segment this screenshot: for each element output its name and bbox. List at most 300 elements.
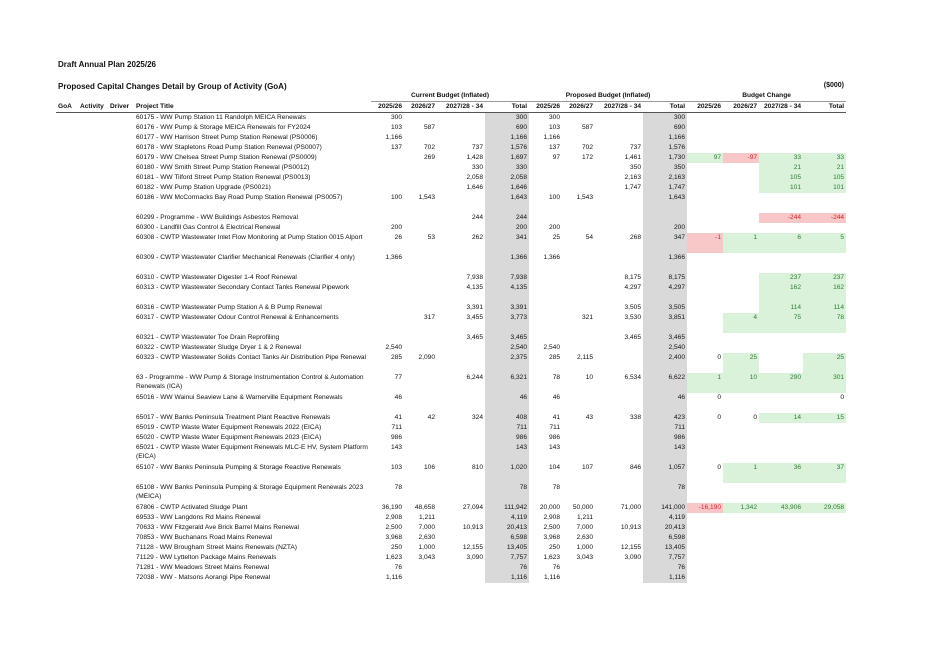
table-row (56, 123, 846, 133)
current-y1-cell: 300 (390, 114, 402, 121)
proposed-y2-cell: 702 (582, 144, 594, 151)
proposed-y2-cell (562, 253, 595, 273)
current-y3-cell (437, 223, 485, 233)
project-title-cell: 65020 - CWTP Waste Water Equipment Renewals 2023 (EICA) (136, 434, 322, 442)
current-y1-cell: 137 (390, 144, 402, 151)
change-y3-cell (759, 143, 803, 153)
empty-cell (108, 193, 134, 213)
change-y2-cell (723, 273, 759, 283)
empty-cell (78, 413, 108, 423)
change-y1-cell (687, 133, 723, 143)
change-y2-cell: 25 (723, 353, 759, 373)
empty-cell (78, 163, 108, 173)
empty-cell (108, 303, 134, 313)
group-budget-change: Budget Change (687, 91, 846, 102)
current-total-cell: 46 (485, 393, 529, 413)
proposed-total-cell: 3,851 (643, 313, 687, 333)
change-y3-cell: 114 (759, 303, 803, 313)
empty-cell (56, 333, 78, 343)
change-y2-cell (723, 573, 759, 583)
change-y2-cell (723, 343, 759, 353)
current-y3-cell: 27,094 (462, 504, 483, 511)
change-y3-cell (759, 533, 803, 543)
table-row (56, 333, 846, 343)
change-y3-cell (759, 133, 803, 143)
current-total-cell: 76 (485, 563, 529, 573)
current-total-cell: 4,135 (485, 283, 529, 303)
change-y2-cell (723, 443, 759, 463)
empty-cell (78, 303, 108, 313)
current-y3-cell: 324 (471, 414, 483, 421)
proposed-y2-cell (562, 273, 595, 283)
current-y3-cell (437, 533, 485, 543)
proposed-y3-cell: 350 (630, 164, 642, 171)
empty-cell (78, 223, 108, 233)
proposed-y3-cell: 10,913 (620, 524, 642, 531)
proposed-y2-cell: 10 (585, 374, 594, 381)
current-y1-cell (371, 303, 404, 313)
change-total-cell: 114 (803, 303, 846, 313)
current-y1-cell: 285 (390, 354, 402, 361)
project-title-cell: 60313 - CWTP Wastewater Secondary Contact Tanks Renewal Pipework (136, 284, 350, 291)
current-y2-cell: 317 (423, 314, 435, 321)
col-proposed-total: Total (643, 102, 687, 113)
col-proposed-y2: 2026/27 (562, 102, 595, 113)
empty-cell (108, 343, 134, 353)
empty-cell (78, 213, 108, 223)
change-y3-cell (759, 253, 803, 273)
empty-cell (78, 483, 108, 503)
current-y2-cell: 269 (423, 154, 435, 161)
proposed-total-cell: 1,747 (643, 183, 687, 193)
project-title-cell: 60179 - WW Chelsea Street Pump Station Renewal (PS0009) (136, 154, 317, 162)
change-total-cell (803, 563, 846, 573)
empty-cell (56, 123, 78, 133)
proposed-y3-cell: 3,505 (624, 304, 642, 311)
current-total-cell: 1,697 (485, 153, 529, 163)
change-total-cell (803, 543, 846, 553)
empty-cell (56, 223, 78, 233)
table-row (56, 143, 846, 153)
change-y1-cell (687, 543, 723, 553)
current-y2-cell: 48,658 (414, 504, 435, 511)
change-total-cell (803, 113, 846, 124)
proposed-total-cell: 1,116 (643, 573, 687, 583)
change-y3-cell (759, 193, 803, 213)
change-y2-cell (723, 163, 759, 173)
empty-cell (78, 233, 108, 253)
change-y1-cell: -16,190 (687, 503, 723, 513)
proposed-total-cell: 46 (643, 393, 687, 413)
current-y3-cell: 1,646 (466, 184, 483, 191)
proposed-y1-cell: 1,166 (543, 134, 561, 141)
project-title-cell: 71281 - WW Meadows Street Mains Renewal (136, 564, 270, 572)
current-y2-cell: 2,090 (418, 354, 435, 361)
current-y3-cell (437, 573, 485, 583)
empty-cell (108, 373, 134, 393)
change-y2-cell (723, 123, 759, 133)
project-title-cell: 60178 - WW Stapletons Road Pump Station Renewal (PS0007) (136, 144, 322, 152)
project-title-cell: 72038 - WW - Matsons Aorangi Pipe Renewal (136, 574, 271, 582)
proposed-y1-cell: 100 (549, 194, 561, 201)
current-y1-cell: 143 (390, 444, 402, 451)
empty-cell (108, 153, 134, 163)
empty-cell (108, 183, 134, 193)
table-row (56, 553, 846, 563)
change-y2-cell: 10 (723, 373, 759, 393)
current-total-cell: 1,576 (485, 143, 529, 153)
proposed-total-cell: 347 (643, 233, 687, 253)
change-y1-cell (687, 213, 723, 223)
empty-cell (78, 253, 108, 273)
empty-cell (56, 463, 78, 483)
col-current-total: Total (485, 102, 529, 113)
proposed-y1-cell: 104 (549, 464, 561, 471)
proposed-y2-cell: 107 (582, 464, 594, 471)
change-total-cell (803, 433, 846, 443)
table-row (56, 483, 846, 503)
change-y1-cell (687, 563, 723, 573)
current-y1-cell: 103 (390, 124, 402, 131)
change-y3-cell (759, 423, 803, 433)
table-row (56, 343, 846, 353)
table-row (56, 353, 846, 373)
table-row (56, 133, 846, 143)
current-y3-cell: 330 (471, 164, 483, 171)
change-y1-cell (687, 113, 723, 124)
change-y3-cell (759, 393, 803, 413)
empty-cell (78, 443, 108, 463)
col-current-y2: 2026/27 (404, 102, 437, 113)
proposed-y3-cell (595, 353, 643, 373)
change-y1-cell (687, 143, 723, 153)
empty-cell (78, 513, 108, 523)
empty-cell (78, 393, 108, 413)
empty-cell (108, 313, 134, 333)
table-row (56, 523, 846, 533)
project-title-cell: 67806 - CWTP Activated Sludge Plant (136, 504, 248, 512)
project-title-cell: 65108 - WW Banks Peninsula Pumping & Storage Equipment Renewals 2023 (MEICA) (136, 484, 364, 501)
change-y3-cell: 75 (759, 313, 803, 333)
proposed-y3-cell: 71,000 (620, 504, 642, 511)
proposed-total-cell: 8,175 (643, 273, 687, 283)
proposed-y2-cell: 50,000 (572, 504, 594, 511)
empty-cell (108, 223, 134, 233)
proposed-y3-cell (595, 423, 643, 433)
current-total-cell: 2,375 (485, 353, 529, 373)
proposed-y1-cell: 41 (552, 414, 561, 421)
change-y1-cell: 0 (717, 414, 722, 421)
empty-cell (78, 193, 108, 213)
change-y2-cell (723, 433, 759, 443)
current-y3-cell: 262 (471, 234, 483, 241)
current-total-cell: 1,166 (485, 133, 529, 143)
change-total-cell: 15 (803, 413, 846, 423)
current-y2-cell (404, 563, 437, 573)
current-y3-cell (437, 433, 485, 443)
empty-cell (56, 283, 78, 303)
change-y1-cell (687, 303, 723, 313)
empty-cell (108, 113, 134, 124)
change-y3-cell: 6 (759, 233, 803, 253)
current-y1-cell: 26 (394, 234, 402, 241)
project-title-cell: 60310 - CWTP Wastewater Digester 1-4 Roof Renewal (136, 274, 297, 282)
proposed-y3-cell: 846 (630, 464, 642, 471)
empty-cell (56, 213, 78, 223)
current-y1-cell: 78 (394, 484, 402, 491)
change-y2-cell (723, 513, 759, 523)
current-y3-cell: 737 (471, 144, 483, 151)
current-total-cell: 1,116 (485, 573, 529, 583)
change-y1-cell (687, 423, 723, 433)
change-y3-cell (759, 523, 803, 533)
table-row (56, 563, 846, 573)
empty-cell (108, 273, 134, 283)
change-total-cell (803, 513, 846, 523)
project-title-cell: 60181 - WW Tilford Street Pump Station Renewal (PS0013) (136, 174, 311, 182)
change-y2-cell (723, 253, 759, 273)
empty-cell (56, 573, 78, 583)
empty-cell (108, 213, 134, 223)
project-title-cell: 60182 - WW Pump Station Upgrade (PS0021) (136, 184, 271, 192)
change-y3-cell: 14 (759, 413, 803, 423)
table-row (56, 373, 846, 393)
proposed-y3-cell (595, 443, 643, 463)
empty-cell (78, 313, 108, 333)
change-total-cell (803, 343, 846, 353)
empty-cell (108, 443, 134, 463)
proposed-total-cell: 423 (643, 413, 687, 423)
change-y3-cell: 21 (759, 163, 803, 173)
units-label: ($000) (823, 82, 844, 89)
empty-cell (108, 123, 134, 133)
change-total-cell: 5 (803, 233, 846, 253)
change-y1-cell: 0 (717, 464, 722, 471)
proposed-y1-cell: 250 (549, 544, 561, 551)
change-y2-cell (723, 173, 759, 183)
empty-cell (78, 113, 108, 124)
proposed-y3-cell: 268 (630, 234, 642, 241)
change-total-cell: 162 (803, 283, 846, 303)
proposed-y3-cell: 6,534 (624, 374, 642, 381)
proposed-y3-cell (595, 573, 643, 583)
current-y2-cell (404, 433, 437, 443)
current-y2-cell: 1,543 (418, 194, 435, 201)
change-y1-cell (687, 483, 723, 503)
empty-cell (56, 563, 78, 573)
empty-cell (78, 273, 108, 283)
current-y1-cell: 3,968 (385, 534, 402, 541)
proposed-y2-cell (562, 563, 595, 573)
current-y1-cell: 2,540 (385, 344, 402, 351)
change-y1-cell: 97 (687, 153, 723, 163)
current-y1-cell: 77 (394, 374, 402, 381)
empty-cell (78, 153, 108, 163)
change-y2-cell (723, 553, 759, 563)
current-y3-cell (437, 253, 485, 273)
proposed-y1-cell (529, 163, 562, 173)
change-y2-cell (723, 133, 759, 143)
table-row (56, 503, 846, 513)
current-y2-cell (404, 213, 437, 223)
current-total-cell: 1,020 (485, 463, 529, 483)
change-y2-cell (723, 563, 759, 573)
current-total-cell: 330 (485, 163, 529, 173)
empty-cell (56, 523, 78, 533)
empty-cell (56, 513, 78, 523)
col-change-y1: 2025/26 (687, 102, 723, 113)
change-total-cell: 29,058 (803, 503, 846, 513)
proposed-y1-cell: 285 (549, 354, 561, 361)
project-title-cell: 71129 - WW Lyttelton Package Mains Renewals (136, 554, 277, 562)
empty-cell (78, 353, 108, 373)
proposed-y1-cell (529, 303, 562, 313)
current-y3-cell: 3,465 (466, 334, 483, 341)
project-title-cell: 60317 - CWTP Wastewater Odour Control Renewal & Enhancements (136, 314, 339, 321)
col-proposed-y3: 2027/28 - 34 (595, 102, 643, 113)
proposed-y3-cell (595, 393, 643, 413)
proposed-y2-cell: 7,000 (576, 524, 594, 531)
change-y3-cell: 237 (759, 273, 803, 283)
proposed-y2-cell: 1,000 (576, 544, 594, 551)
table-row (56, 113, 846, 124)
change-total-cell (803, 423, 846, 433)
proposed-y2-cell (562, 343, 595, 353)
proposed-y2-cell: 3,043 (576, 554, 594, 561)
empty-cell (78, 423, 108, 433)
current-y3-cell: 6,244 (466, 374, 483, 381)
current-total-cell: 244 (485, 213, 529, 223)
table-body (56, 113, 846, 584)
document-subtitle: Proposed Capital Changes Detail by Group of Activity (GoA) (58, 82, 287, 91)
change-y1-cell (687, 123, 723, 133)
project-title-cell: 70633 - WW Fitzgerald Ave Brick Barrel Mains Renewal (136, 524, 299, 532)
proposed-y1-cell: 20,000 (539, 504, 561, 511)
proposed-total-cell: 1,643 (643, 193, 687, 213)
proposed-y2-cell (562, 303, 595, 313)
change-total-cell: 101 (803, 183, 846, 193)
current-y1-cell: 1,623 (385, 554, 402, 561)
current-y3-cell: 7,938 (466, 274, 483, 281)
proposed-y3-cell: 4,297 (624, 284, 642, 291)
empty-cell (56, 153, 78, 163)
current-y1-cell: 76 (394, 564, 402, 571)
current-total-cell: 300 (485, 113, 529, 124)
current-y2-cell: 106 (423, 464, 435, 471)
proposed-y3-cell (595, 223, 643, 233)
project-title-cell: 60299 - Programme - WW Buildings Asbestos Removal (136, 214, 298, 222)
change-y3-cell: 105 (759, 173, 803, 183)
current-y1-cell (371, 213, 404, 223)
empty-cell (78, 373, 108, 393)
col-proposed-y1: 2025/26 (529, 102, 562, 113)
proposed-y3-cell (595, 123, 643, 133)
project-title-cell: 60322 - CWTP Wastewater Sludge Dryer 1 & 2 Renewal (136, 344, 301, 352)
proposed-y1-cell: 78 (552, 484, 561, 491)
change-total-cell (803, 443, 846, 463)
proposed-y1-cell: 46 (552, 394, 561, 401)
proposed-y1-cell: 1,366 (543, 254, 561, 261)
current-y1-cell (371, 183, 404, 193)
change-y2-cell (723, 333, 759, 343)
change-y1-cell: -1 (687, 233, 723, 253)
change-y3-cell (759, 543, 803, 553)
proposed-y1-cell (529, 333, 562, 343)
current-y3-cell (437, 133, 485, 143)
table-row (56, 193, 846, 213)
proposed-y3-cell (595, 253, 643, 273)
current-y2-cell: 1,000 (418, 544, 435, 551)
project-title-cell: 60323 - CWTP Wastewater Solids Contact Tanks Air Distribution Pipe Renewal (136, 354, 367, 361)
empty-cell (56, 423, 78, 433)
proposed-y3-cell: 2,163 (624, 174, 642, 181)
project-title-cell: 65017 - WW Banks Peninsula Treatment Plant Reactive Renewals (136, 414, 331, 422)
empty-cell (56, 533, 78, 543)
current-total-cell: 7,757 (485, 553, 529, 563)
capital-changes-table (56, 91, 846, 583)
current-total-cell: 111,942 (485, 503, 529, 513)
current-y1-cell: 200 (390, 224, 402, 231)
proposed-total-cell: 4,119 (643, 513, 687, 523)
empty-cell (108, 393, 134, 413)
current-y2-cell (404, 223, 437, 233)
proposed-y1-cell: 78 (552, 374, 561, 381)
col-current-y3: 2027/28 - 34 (437, 102, 485, 113)
change-y3-cell (759, 113, 803, 124)
table-row (56, 513, 846, 523)
change-y2-cell (723, 543, 759, 553)
current-total-cell: 711 (485, 423, 529, 433)
change-total-cell (803, 573, 846, 583)
change-y1-cell (687, 173, 723, 183)
current-y2-cell (404, 283, 437, 303)
empty-cell (78, 553, 108, 563)
change-y3-cell (759, 563, 803, 573)
project-title-cell: 60186 - WW McCormacks Bay Road Pump Station Renewal (PS0057) (136, 194, 343, 201)
proposed-y1-cell: 137 (549, 144, 561, 151)
empty-cell (108, 543, 134, 553)
change-total-cell (803, 533, 846, 543)
table-row (56, 223, 846, 233)
current-y2-cell (404, 423, 437, 433)
change-total-cell: 0 (840, 394, 845, 401)
current-y1-cell (371, 333, 404, 343)
proposed-total-cell: 143 (643, 443, 687, 463)
change-y3-cell (759, 483, 803, 503)
proposed-y2-cell (562, 423, 595, 433)
proposed-y3-cell: 3,090 (624, 554, 642, 561)
proposed-y2-cell (562, 483, 595, 503)
current-total-cell: 2,058 (485, 173, 529, 183)
proposed-y2-cell (562, 433, 595, 443)
current-y3-cell: 3,391 (466, 304, 483, 311)
proposed-y3-cell (595, 533, 643, 543)
empty-cell (108, 353, 134, 373)
empty-cell (56, 173, 78, 183)
project-title-cell: 60177 - WW Harrison Street Pump Station Renewal (PS0006) (136, 134, 318, 142)
current-y2-cell (404, 253, 437, 273)
project-title-cell: 60309 - CWTP Wastewater Clarifier Mechanical Renewals (Clarifier 4 only) (136, 254, 355, 261)
current-y1-cell: 1,166 (385, 134, 402, 141)
empty-cell (78, 573, 108, 583)
current-y2-cell (404, 393, 437, 413)
current-total-cell: 7,938 (485, 273, 529, 283)
current-y3-cell (437, 343, 485, 353)
change-y3-cell: 43,906 (759, 503, 803, 513)
current-y2-cell (404, 183, 437, 193)
col-current-y1: 2025/26 (371, 102, 404, 113)
project-title-cell: 60316 - CWTP Wastewater Pump Station A & B Pump Renewal (136, 304, 322, 312)
